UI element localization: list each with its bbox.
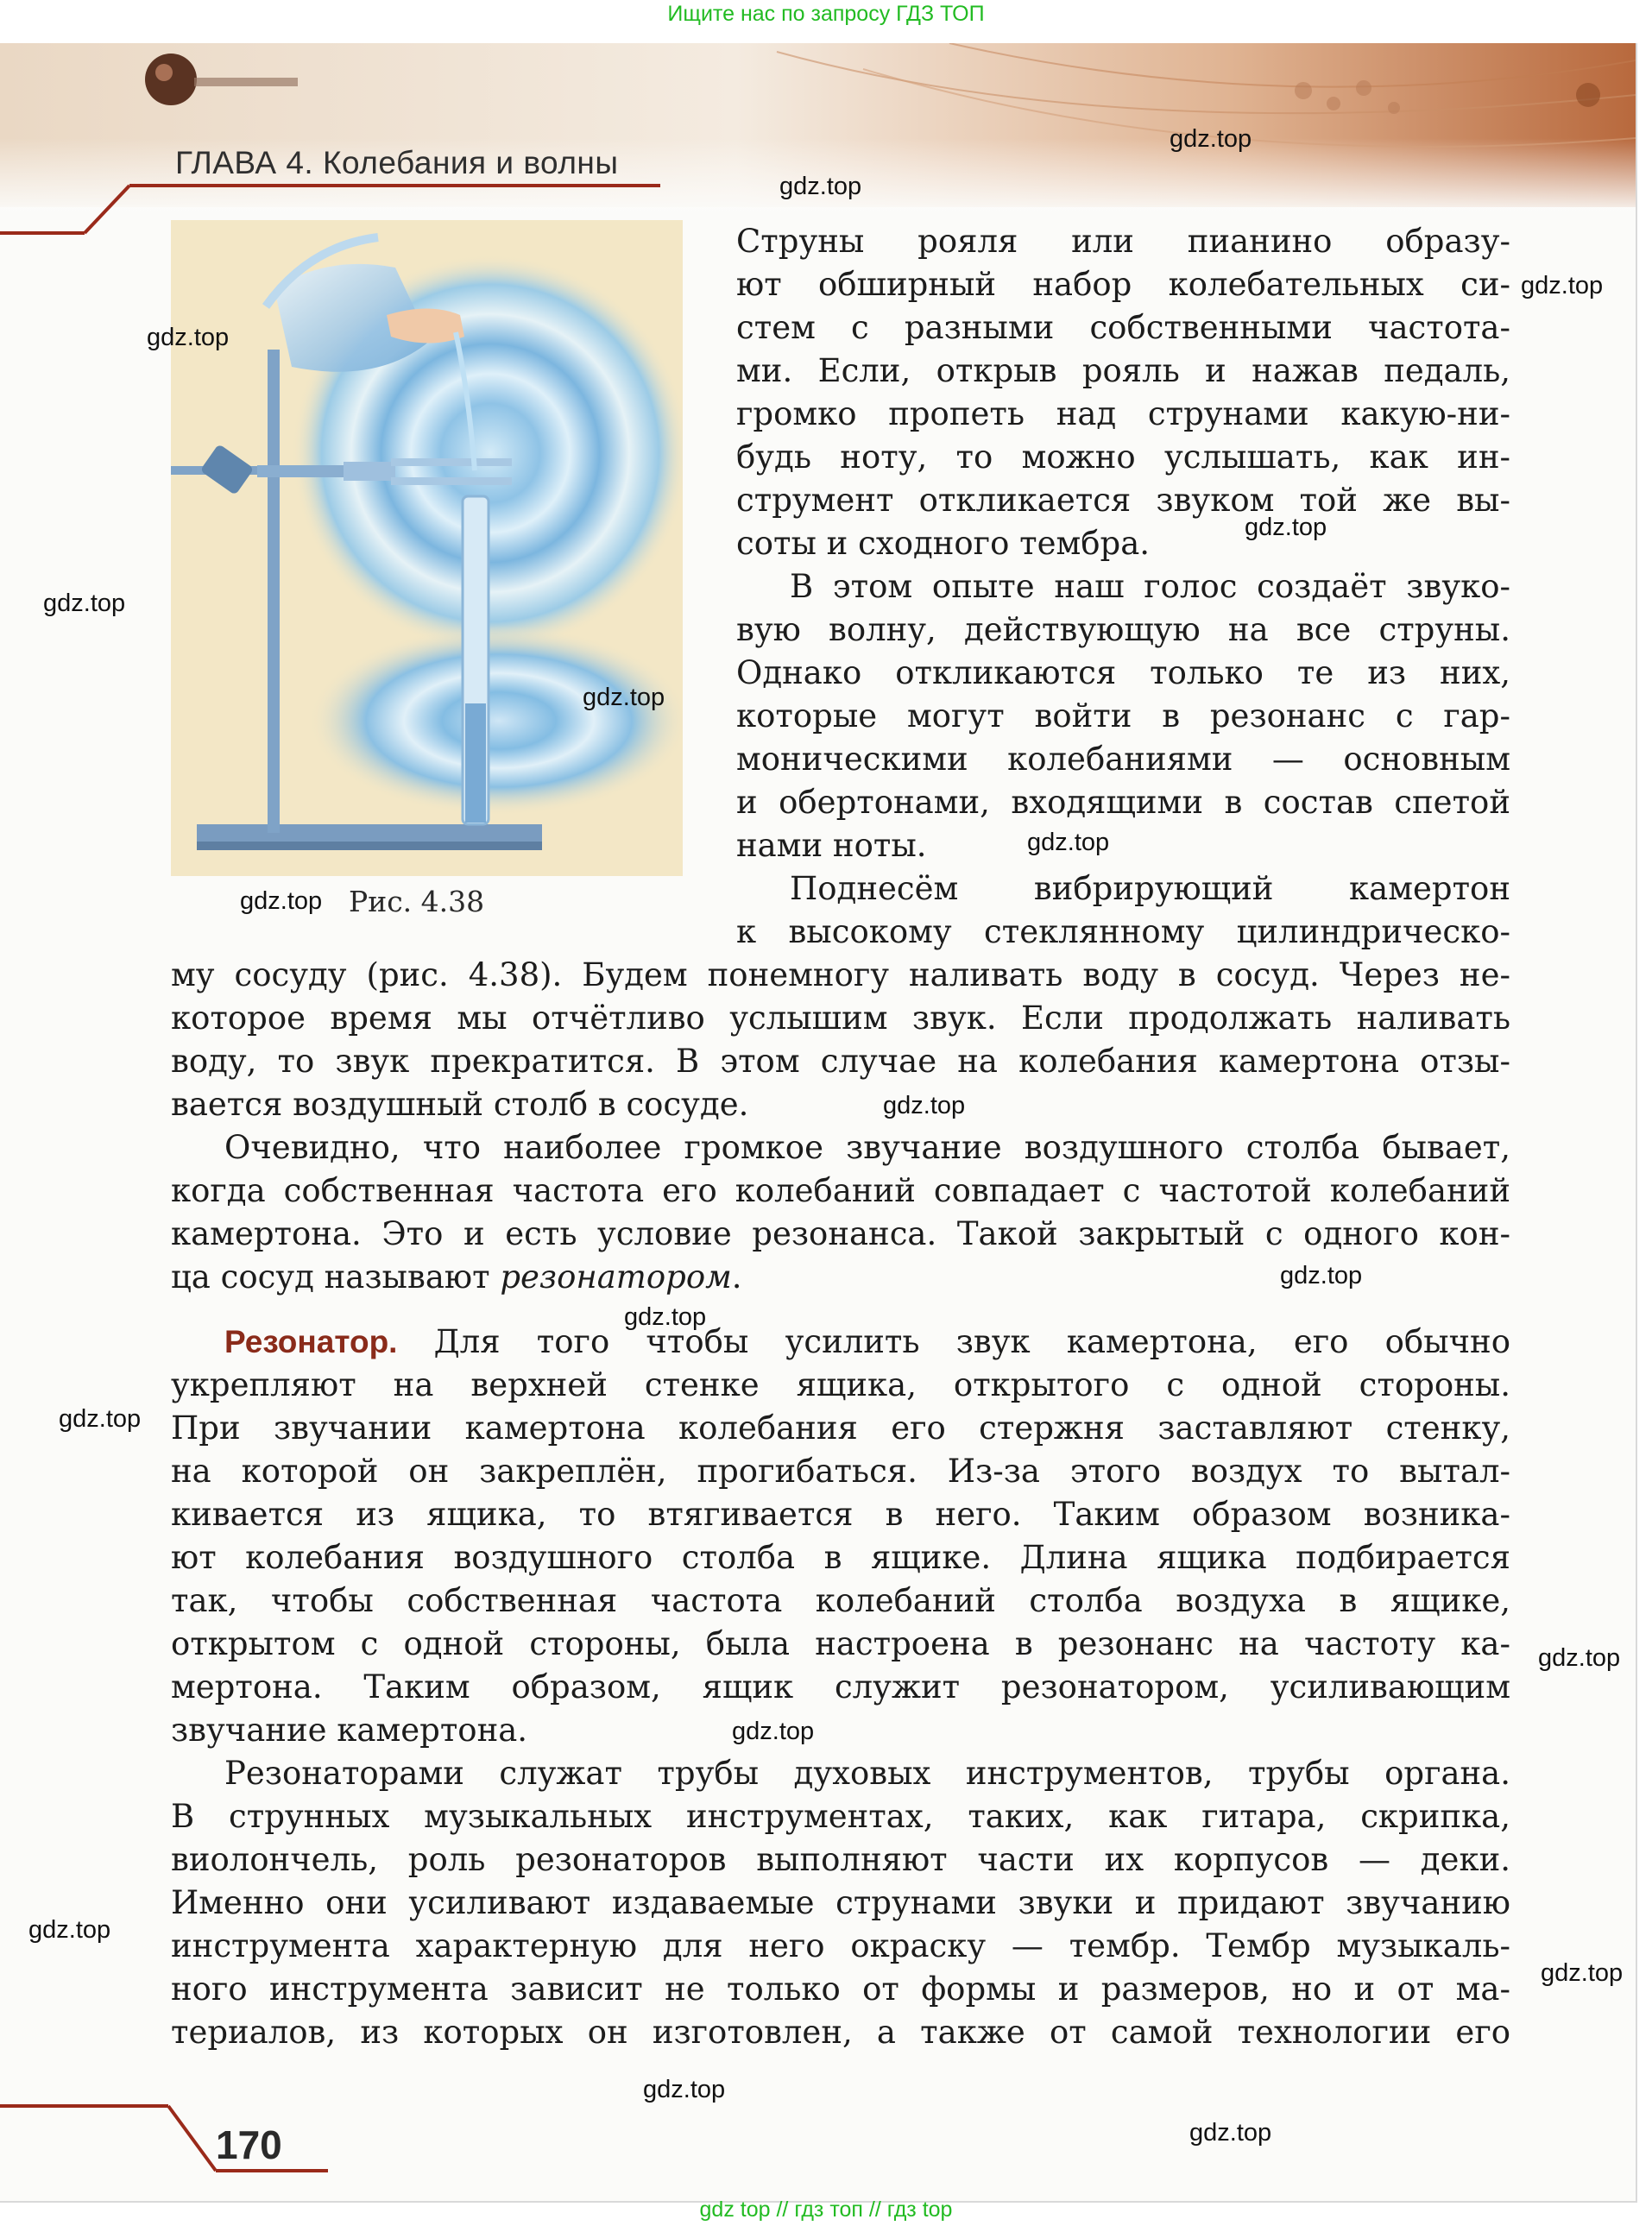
section-heading-resonator: Резонатор.: [224, 1324, 398, 1359]
text-line: укрепляют на верхней стенке ящика, открытого с одной стороны.: [171, 1366, 1510, 1403]
text-line: ют колебания воздушного столба в ящике. Длина ящика подбирается: [171, 1539, 1510, 1576]
text-line: Однако откликаются только те из них,: [736, 654, 1510, 691]
hand: [387, 309, 464, 344]
watermark: gdz.top: [59, 1405, 142, 1433]
text-line: будь ноту, то можно услышать, как ин-: [736, 438, 1510, 476]
top-promo-link[interactable]: Ищите нас по запросу ГДЗ ТОП: [667, 2, 985, 26]
text-line: Поднесём вибрирующий камертон: [790, 870, 1510, 907]
water-in-cylinder: [465, 703, 486, 823]
text-line: соты и сходного тембра.: [736, 525, 1151, 562]
page-number-decoration: [0, 2089, 363, 2184]
text-line: которое время мы отчётливо услышим звук. Если продолжать наливать: [171, 999, 1510, 1037]
page-number: 170: [216, 2122, 282, 2167]
watermark: gdz.top: [1027, 829, 1110, 856]
chapter-title: ГЛАВА 4. Колебания и волны: [175, 145, 619, 180]
term-resonator-italic: резонатором: [500, 1258, 732, 1296]
section-first-line: [171, 1321, 1510, 1364]
text-line: виолончель, роль резонаторов выполняют части их корпусов — деки.: [171, 1841, 1510, 1878]
text-line: на которой он закреплён, прогибаться. Из-за этого воздух то вытал-: [171, 1453, 1510, 1490]
stand-rod: [268, 350, 280, 833]
text-line: и обертонами, входящими в состав спетой: [736, 784, 1510, 821]
stand-base: [197, 824, 542, 843]
text-line: кивается из ящика, то втягивается в него. Таким образом возника-: [171, 1496, 1510, 1533]
figure-caption: Рис. 4.38: [349, 885, 485, 918]
watermark: gdz.top: [1245, 514, 1327, 541]
watermark: gdz.top: [1538, 1644, 1621, 1672]
text-line: Очевидно, что наиболее громкое звучание воздушного столба бывает,: [224, 1129, 1510, 1166]
tuning-fork-prong-upper: [391, 458, 512, 466]
text-span: ца сосуд называют: [171, 1258, 501, 1296]
text-line: териалов, из которых он изготовлен, а также от самой технологии его: [171, 2014, 1510, 2051]
text-line: к высокому стеклянному цилиндрическо-: [736, 913, 1510, 950]
text-span: Для того чтобы усилить звук камертона, его обычно: [397, 1323, 1510, 1360]
page-header-decoration: [0, 43, 1636, 242]
text-line: Именно они усиливают издаваемые струнами звуки и придают звучанию: [171, 1884, 1510, 1921]
text-line: моническими колебаниями — основным: [736, 741, 1510, 778]
text-line: которые могут войти в резонанс с гар-: [736, 697, 1510, 735]
textbook-page: [0, 43, 1637, 2203]
text-line: вую волну, действующую на все струны.: [736, 611, 1510, 648]
text-line: ют обширный набор колебательных си-: [736, 266, 1510, 303]
text-line: мертона. Таким образом, ящик служит резонатором, усиливающим: [171, 1668, 1510, 1706]
text-line: когда собственная частота его колебаний совпадает с частотой колебаний: [171, 1172, 1510, 1209]
text-line: Резонаторами служат трубы духовых инструментов, трубы органа.: [224, 1755, 1510, 1792]
text-line: нами ноты.: [736, 827, 927, 864]
watermark: gdz.top: [883, 1092, 966, 1119]
watermark: gdz.top: [583, 684, 665, 711]
text-line: ми. Если, открыв рояль и нажав педаль,: [736, 352, 1510, 389]
text-line: му сосуду (рис. 4.38). Будем понемногу наливать воду в сосуд. Через не-: [171, 956, 1510, 993]
text-line: стем с разными собственными частота-: [736, 309, 1510, 346]
tuning-fork-prong-lower: [391, 477, 512, 485]
watermark: gdz.top: [624, 1303, 707, 1331]
tuning-fork-handle: [344, 462, 395, 481]
footer-links[interactable]: gdz top // гдз топ // гдз top: [699, 2197, 953, 2222]
text-line: Струны рояля или пианино образу-: [736, 223, 1510, 260]
text-span: .: [731, 1258, 742, 1296]
watermark: gdz.top: [1521, 272, 1604, 299]
text-line: воду, то звук прекратится. В этом случае на колебания камертона отзы-: [171, 1043, 1510, 1080]
text-line: инструмента характерную для него окраску — тембр. Тембр музыкаль-: [171, 1927, 1510, 1964]
figure-tuning-fork-experiment: [171, 220, 683, 876]
text-line: открытом с одной стороны, была настроена в резонанс на частоту ка-: [171, 1625, 1510, 1662]
sound-wave-lower: [309, 626, 683, 816]
text-line: камертона. Это и есть условие резонанса. Такой закрытый с одного кон-: [171, 1215, 1510, 1252]
text-line: В струнных музыкальных инструментах, таких, как гитара, скрипка,: [171, 1798, 1510, 1835]
watermark: gdz.top: [779, 173, 862, 200]
watermark: gdz.top: [1189, 2119, 1272, 2147]
text-line: так, чтобы собственная частота колебаний столба воздуха в ящике,: [171, 1582, 1510, 1619]
watermark: gdz.top: [240, 887, 323, 915]
text-line: звучание камертона.: [171, 1712, 528, 1749]
text-line: В этом опыте наш голос создаёт звуко-: [790, 568, 1510, 605]
text-line: громко пропеть над струнами какую-ни-: [736, 395, 1510, 432]
watermark: gdz.top: [147, 324, 230, 351]
text-line: При звучании камертона колебания его стержня заставляют стенку,: [171, 1409, 1510, 1447]
text-line: ного инструмента зависит не только от формы и размеров, но и от ма-: [171, 1970, 1510, 2008]
watermark: gdz.top: [643, 2076, 726, 2103]
text-line: вается воздушный столб в сосуде.: [171, 1086, 749, 1123]
watermark: gdz.top: [1170, 125, 1252, 153]
text-line: струмент откликается звуком той же вы-: [736, 482, 1510, 519]
watermark: gdz.top: [732, 1718, 815, 1745]
watermark: gdz.top: [28, 1916, 111, 1944]
watermark: gdz.top: [1280, 1262, 1363, 1289]
watermark: gdz.top: [1541, 1959, 1624, 1987]
watermark: gdz.top: [43, 590, 126, 617]
